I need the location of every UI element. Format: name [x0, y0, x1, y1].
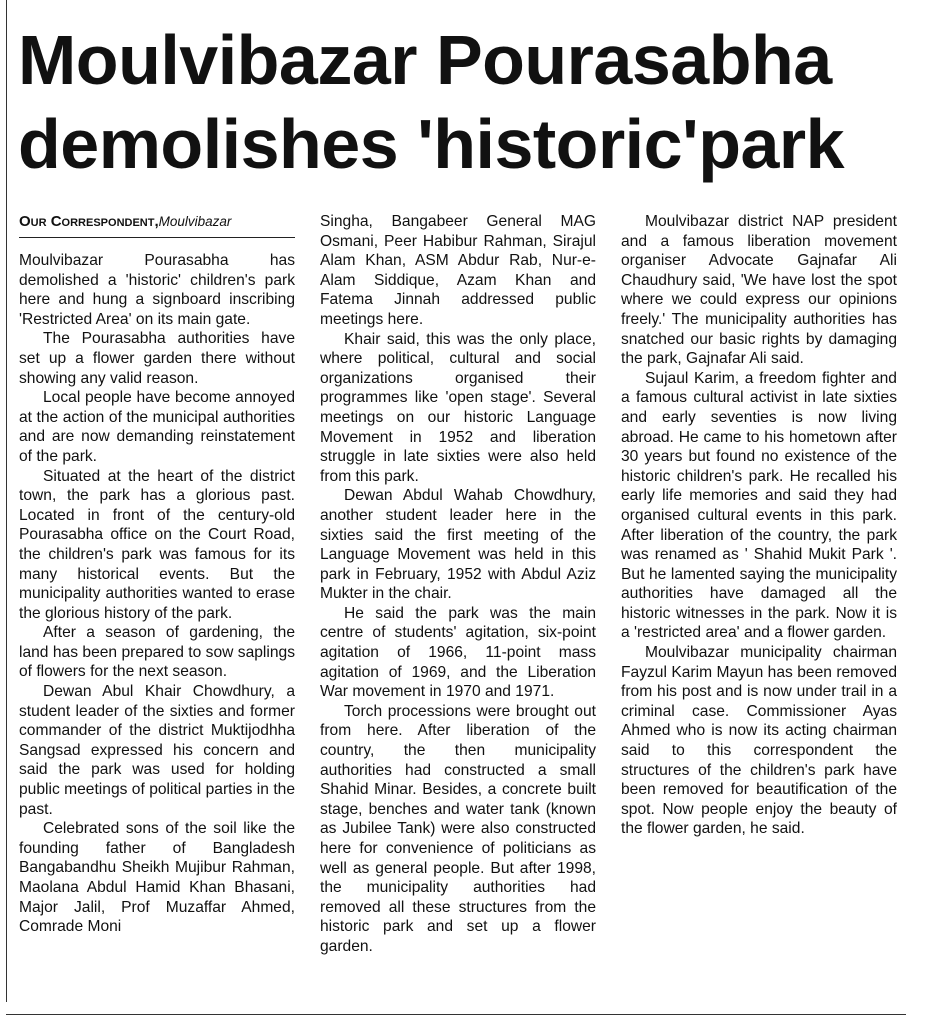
article-paragraph: Moulvibazar municipality chairman Fayzul Karim Mayun has been removed from his post and is now under trail in a criminal case. Commissioner Ayas Ahmed who is now its acting chairman said to this correspondent the structures of the children's park have been removed for beautification of the spot. Now people enjoy the beauty of the flower garden, he said.	[621, 644, 897, 838]
article-column-2	[320, 212, 596, 957]
article-paragraph: After a season of gardening, the land has been prepared to sow saplings of flowers for the next season.	[19, 624, 295, 681]
article-paragraph: He said the park was the main centre of students' agitation, six-point agitation of 1966, 11-point mass agitation of 1969, and the Liberation War movement in 1970 and 1971.	[320, 604, 596, 701]
headline-line-2: demolishes 'historic'park	[18, 105, 845, 183]
article-paragraph: Local people have become annoyed at the action of the municipal authorities and are now demanding reinstatement of the park.	[19, 389, 295, 465]
article-column-3	[621, 212, 897, 839]
headline	[18, 18, 923, 186]
article-paragraph: Moulvibazar Pourasabha has demolished a 'historic' children's park here and hung a signboard inscribing 'Restricted Area' on its main gate.	[19, 252, 295, 328]
byline-name: Our Correspondent,	[19, 213, 159, 230]
article-paragraph: Dewan Abdul Wahab Chowdhury, another student leader here in the sixties said the first meeting of the Language Movement was held in this park in February, 1952 with Abdul Aziz Mukter in the chair.	[320, 487, 596, 603]
article-paragraph: Khair said, this was the only place, where political, cultural and social organizations organised their programmes like 'open stage'. Several meetings on our historic Language Movement in 1952 and liberation struggle in late sixties were also held from this park.	[320, 330, 596, 485]
article-paragraph: The Pourasabha authorities have set up a flower garden there without showing any valid reason.	[19, 330, 295, 387]
byline-place: Moulvibazar	[158, 214, 232, 229]
headline-line-1: Moulvibazar Pourasabha	[18, 21, 832, 99]
bottom-rule	[6, 1014, 906, 1015]
article-paragraph: Moulvibazar district NAP president and a famous liberation movement organiser Advocate Gajnafar Ali Chaudhury said, 'We have lost the spot where we could express our opinions freely.' The municipality authorities has snatched our basic rights by damaging the park, Gajnafar Ali said.	[621, 213, 897, 368]
article-paragraph: Dewan Abul Khair Chowdhury, a student leader of the sixties and former commander of the district Muktijodhha Sangsad expressed his concern and said the park was used for holding public meetings of political parties in the past.	[19, 683, 295, 818]
article-paragraph: Celebrated sons of the soil like the founding father of Bangladesh Bangabandhu Sheikh Mujibur Rahman, Maolana Abdul Hamid Khan Bhasani, Major Jalil, Prof Muzaffar Ahmed, Comrade Moni	[19, 820, 295, 936]
article-paragraph: Situated at the heart of the district town, the park has a glorious past. Located in front of the century-old Pourasabha office on the Court Road, the children's park was famous for its many historical events. But the municipality authorities wanted to erase the glorious history of the park.	[19, 467, 295, 622]
article-column-1	[19, 212, 295, 937]
article-paragraph: Sujaul Karim, a freedom fighter and a famous cultural activist in late sixties and early seventies is now living abroad. He came to his hometown after 30 years but found no existence of the historic children's park. He recalled his early life memories and said they had organised cultural events in this park. After liberation of the country, the park was renamed as ' Shahid Mukit Park '. But he lamented saying the municipality authorities have damaged all the historic witnesses in the park. Now it is a 'restricted area' and a flower garden.	[621, 369, 897, 642]
byline	[19, 212, 295, 238]
article-paragraph: Torch processions were brought out from here. After liberation of the country, the then municipality authorities had constructed a small Shahid Minar. Besides, a concrete built stage, benches and water tank (known as Jubilee Tank) were also constructed here for convenience of politicians as well as general people. But after 1998, the municipality authorities had removed all these structures from the historic park and set up a flower garden.	[320, 702, 596, 955]
article-paragraph: Singha, Bangabeer General MAG Osmani, Peer Habibur Rahman, Sirajul Alam Khan, ASM Abdur Rab, Nur-e-Alam Siddique, Azam Khan and Fatema Jinnah addressed public meetings here.	[320, 213, 596, 328]
left-column-rule	[6, 0, 7, 1002]
